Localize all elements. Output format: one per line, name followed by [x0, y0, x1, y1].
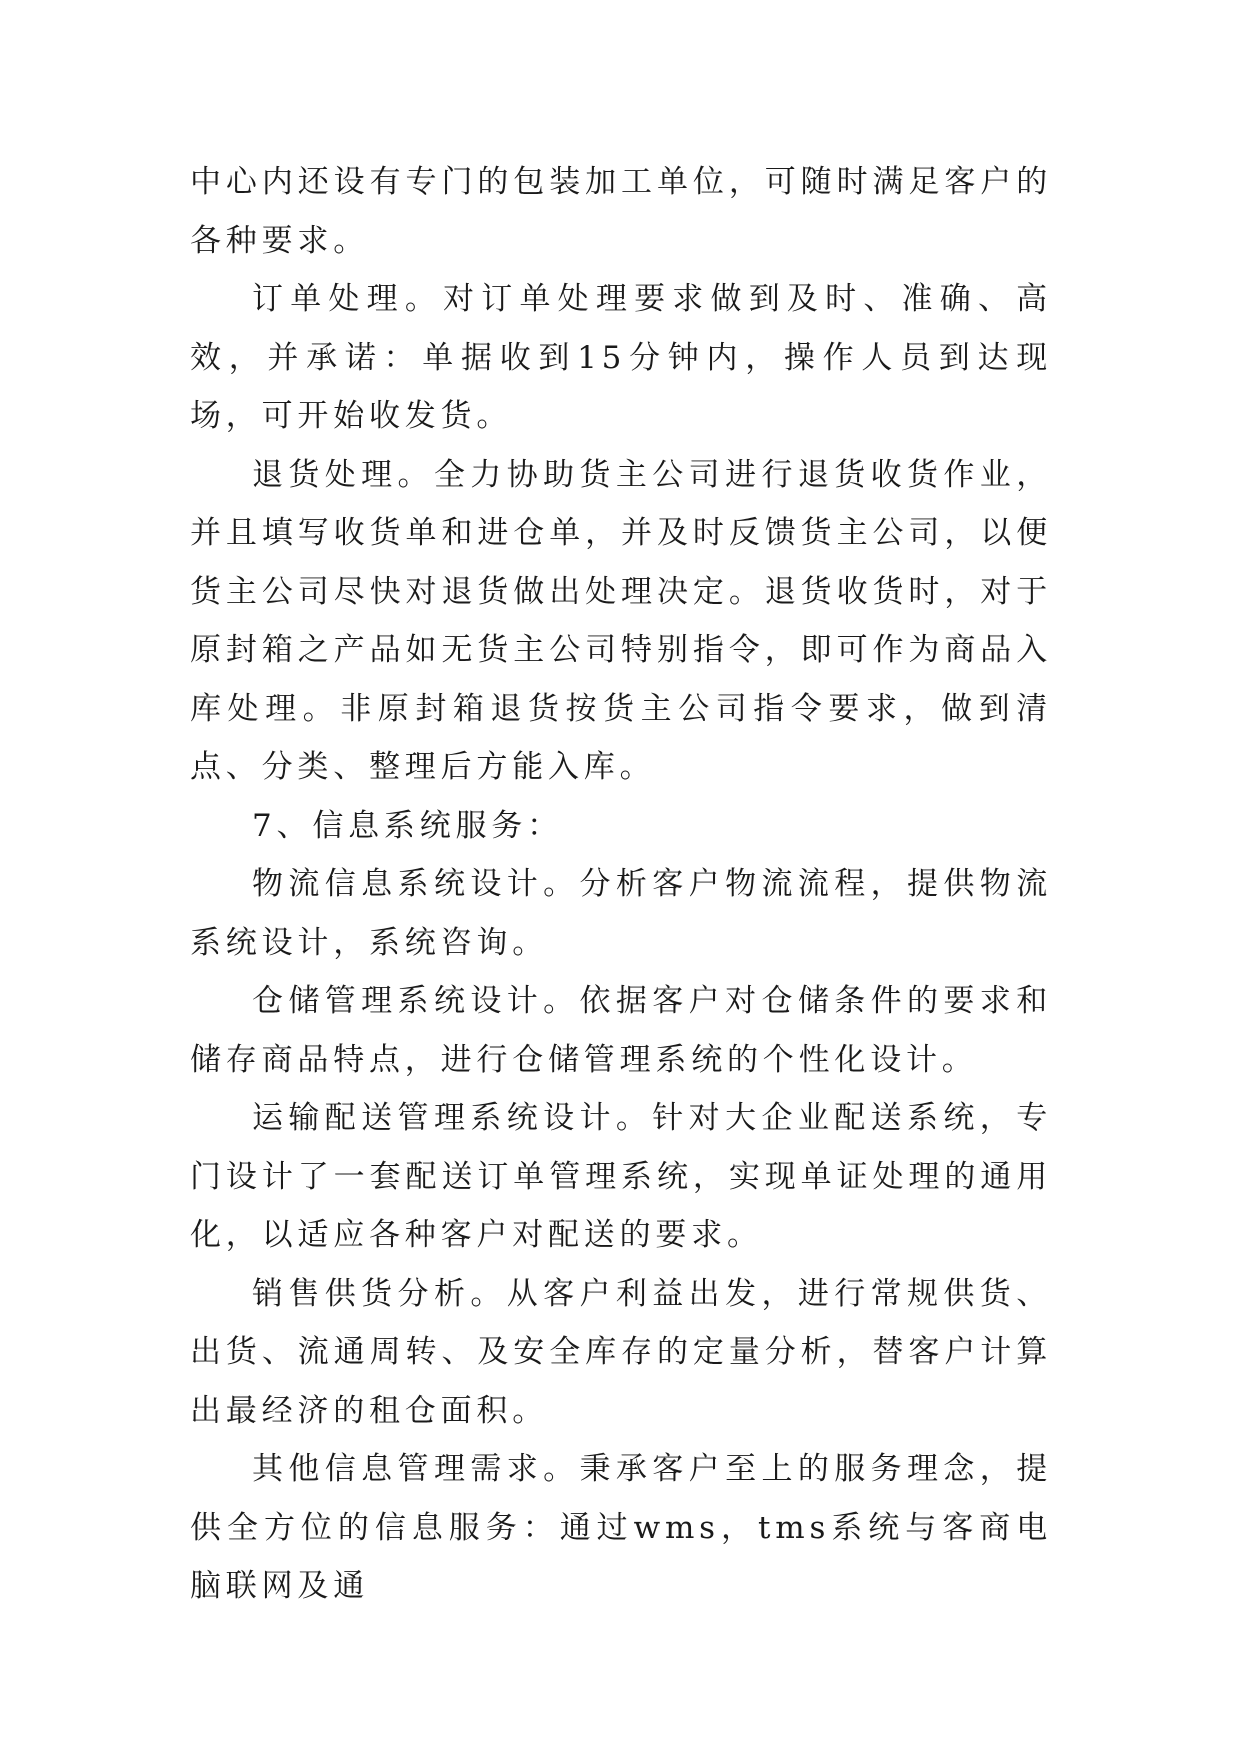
paragraph-sales-supply-analysis: 销售供货分析。从客户利益出发，进行常规供货、出货、流通周转、及安全库存的定量分析，替客户计算出最经济的租仓面积。 — [190, 1275, 1052, 1429]
paragraph-transport-delivery-design: 运输配送管理系统设计。针对大企业配送系统，专门设计了一套配送订单管理系统，实现单证处理的通用化，以适应各种客户对配送的要求。 — [190, 1100, 1052, 1253]
paragraph-other-info-management: 其他信息管理需求。秉承客户至上的服务理念，提供全方位的信息服务：通过wms，tms系统与客商电脑联网及通 — [190, 1451, 1052, 1604]
paragraph-order-processing: 订单处理。对订单处理要求做到及时、准确、高效，并承诺：单据收到15分钟内，操作人员到达现场，可开始收发货。 — [190, 281, 1052, 434]
section-heading-info-system-services: 7、信息系统服务： — [252, 807, 563, 844]
paragraph-packaging-continuation: 中心内还设有专门的包装加工单位，可随时满足客户的各种要求。 — [190, 164, 1052, 259]
paragraph-warehouse-management-design: 仓储管理系统设计。依据客户对仓储条件的要求和储存商品特点，进行仓储管理系统的个性化设计。 — [190, 983, 1052, 1078]
paragraph-returns-processing: 退货处理。全力协助货主公司进行退货收货作业，并且填写收货单和进仓单，并及时反馈货主公司，以便货主公司尽快对退货做出处理决定。退货收货时，对于原封箱之产品如无货主公司特别指令，即可作为商品入库处理。非原封箱退货按货主公司指令要求，做到清点、分类、整理后方能入库。 — [190, 456, 1052, 785]
paragraph-logistics-info-system-design: 物流信息系统设计。分析客户物流流程，提供物流系统设计，系统咨询。 — [190, 866, 1052, 961]
document-page — [190, 153, 1052, 1616]
